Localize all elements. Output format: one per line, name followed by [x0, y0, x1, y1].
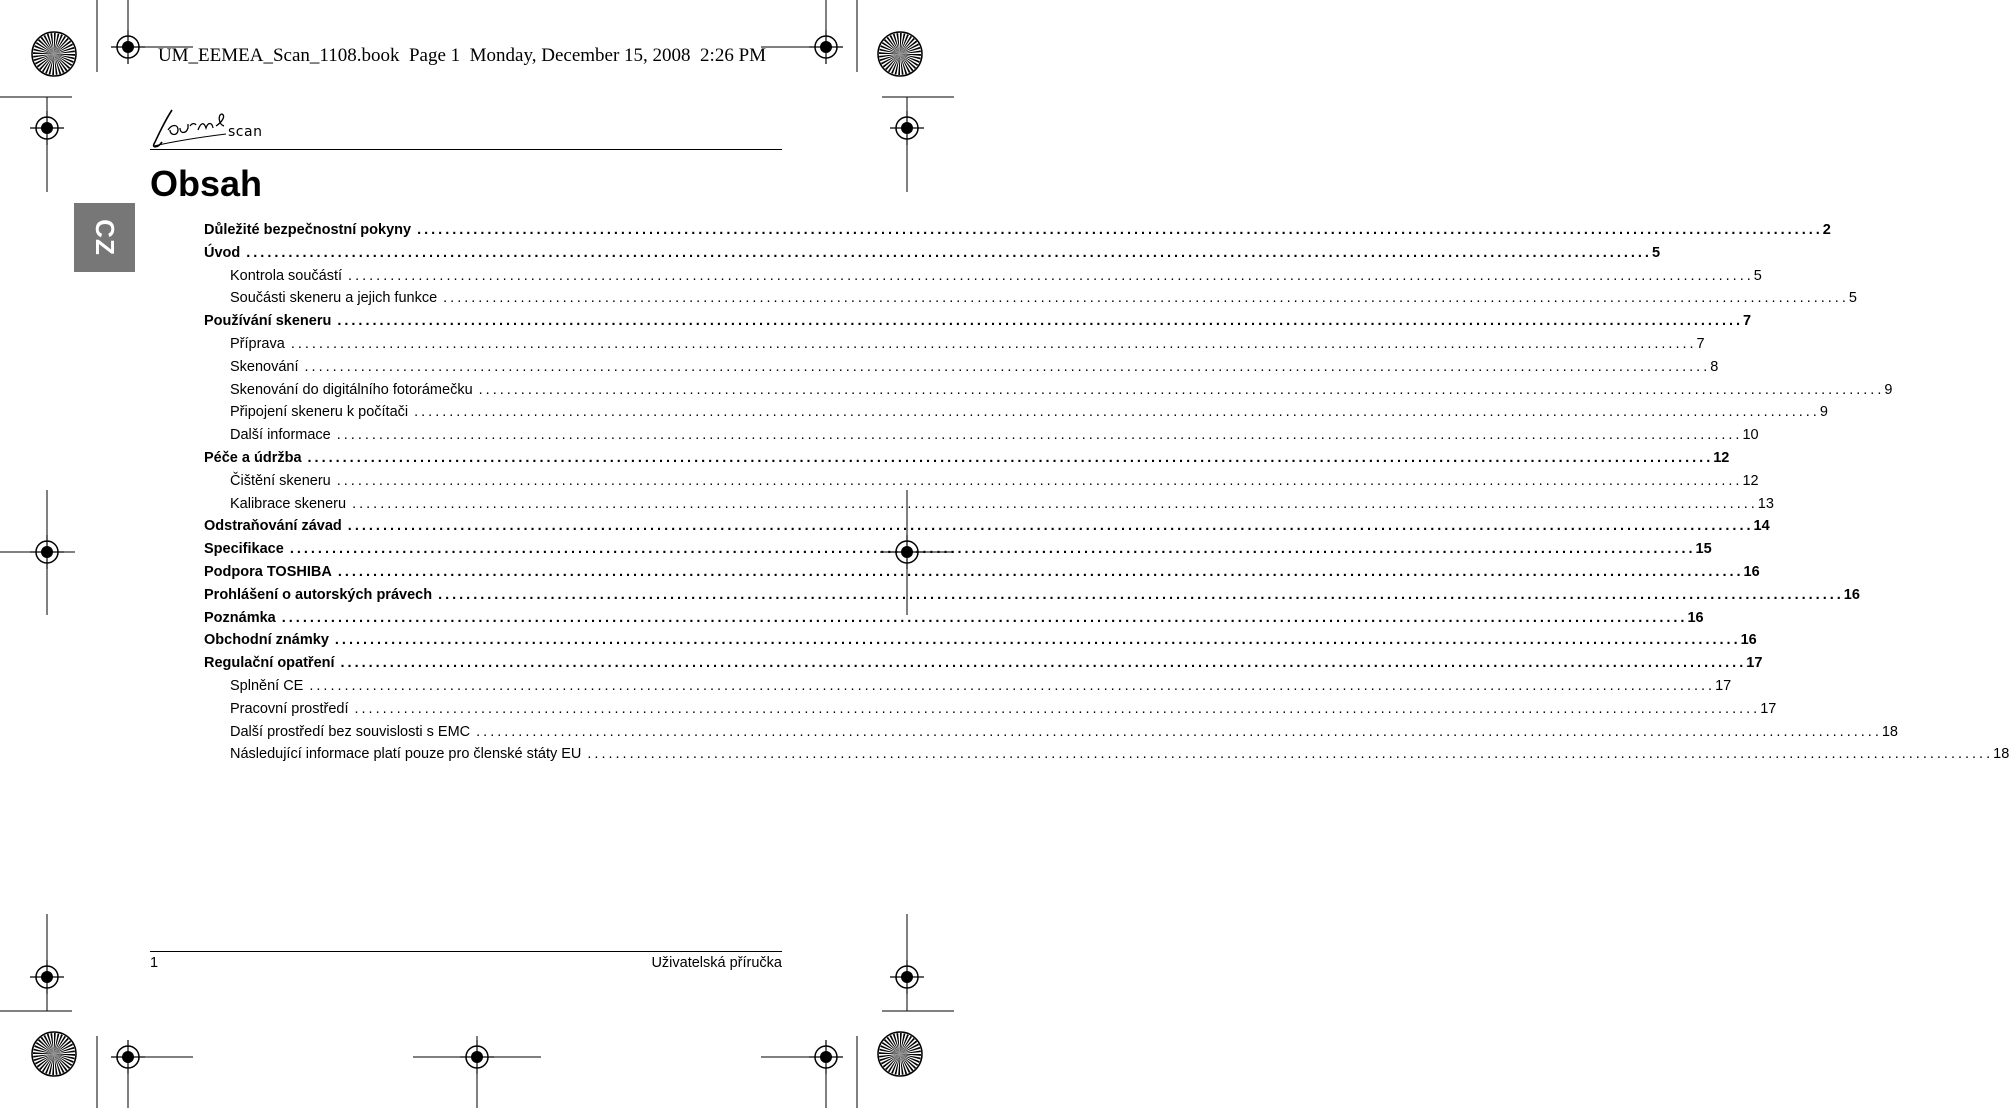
toc-entry[interactable] [204, 470, 1759, 493]
toc-entry-label: Prohlášení o autorských právech [204, 586, 433, 603]
toc-entry-page: 9 [1819, 404, 1828, 421]
toc-leader-dots: ........................................................................................................................................................................................................ [281, 609, 1688, 626]
toc-entry-label: Následující informace platí pouze pro členské státy EU [230, 746, 582, 763]
toc-entry-label: Úvod [204, 244, 241, 261]
table-of-contents [204, 219, 2009, 766]
toc-entry-page: 9 [1884, 381, 1893, 398]
toc-entry-label: Příprava [230, 335, 285, 352]
toc-leader-dots: ........................................................................................................................................................................................................ [438, 586, 1844, 603]
toc-leader-dots: ........................................................................................................................................................................................................ [307, 449, 1714, 466]
toc-entry[interactable] [204, 698, 1777, 721]
toc-entry[interactable] [204, 219, 1831, 242]
toc-entry[interactable] [204, 287, 1857, 310]
toc-leader-dots: ........................................................................................................................................................................................................ [476, 723, 1882, 740]
toc-entry-label: Kontrola součástí [230, 267, 343, 284]
page-title: Obsah [150, 163, 263, 204]
toc-leader-dots: ........................................................................................................................................................................................................ [246, 244, 1652, 261]
toc-entry[interactable] [204, 721, 1898, 744]
toc-entry[interactable] [204, 584, 1860, 607]
toc-entry-label: Regulační opatření [204, 655, 335, 672]
footer-page-number: 1 [150, 955, 159, 971]
toc-entry[interactable] [204, 424, 1759, 447]
toc-leader-dots: ........................................................................................................................................................................................................ [340, 655, 1747, 672]
toc-entry[interactable] [204, 379, 1893, 402]
toc-entry-page: 16 [1843, 586, 1860, 603]
star-target-icon [878, 1032, 922, 1076]
toc-leader-dots: ........................................................................................................................................................................................................ [587, 746, 1994, 763]
language-tab-label: CZ [89, 219, 120, 256]
toc-entry[interactable] [204, 743, 2009, 766]
toc-entry-page: 13 [1757, 495, 1774, 512]
toc-entry-page: 18 [1993, 746, 2009, 763]
star-target-icon [32, 1032, 76, 1076]
toc-entry-page: 17 [1746, 655, 1763, 672]
toc-entry-page: 5 [1753, 267, 1762, 284]
toc-entry-page: 16 [1687, 609, 1704, 626]
toc-entry-label: Připojení skeneru k počítači [230, 404, 409, 421]
language-tab [74, 203, 135, 272]
toc-leader-dots: ........................................................................................................................................................................................................ [336, 472, 1743, 489]
toc-entry-label: Skenování [230, 358, 299, 375]
toc-leader-dots: ........................................................................................................................................................................................................ [417, 222, 1823, 238]
toc-entry-label: Odstraňování závad [204, 518, 342, 535]
toc-entry-label: Skenování do digitálního fotorámečku [230, 381, 473, 398]
toc-entry-page: 18 [1881, 723, 1898, 740]
toc-entry[interactable] [204, 538, 1712, 561]
toc-leader-dots: ........................................................................................................................................................................................................ [348, 267, 1754, 284]
toc-entry[interactable] [204, 401, 1828, 424]
toc-entry[interactable] [204, 652, 1763, 675]
toc-leader-dots: ........................................................................................................................................................................................................ [334, 632, 1741, 649]
toc-entry-page: 12 [1742, 472, 1759, 489]
toc-entry[interactable] [204, 310, 1752, 333]
toc-leader-dots: ........................................................................................................................................................................................................ [336, 427, 1743, 444]
toc-entry-page: 2 [1822, 222, 1831, 238]
toc-leader-dots: ........................................................................................................................................................................................................ [354, 700, 1761, 717]
book-slug-line: UM_EEMEA_Scan_1108.book Page 1 Monday, December 15, 2008 2:26 PM [157, 45, 767, 66]
footer-rule [150, 951, 782, 952]
toc-leader-dots: ........................................................................................................................................................................................................ [289, 541, 1696, 558]
toc-entry[interactable] [204, 607, 1704, 630]
toc-entry-label: Poznámka [204, 609, 276, 626]
toc-entry[interactable] [204, 447, 1730, 470]
toc-leader-dots: ........................................................................................................................................................................................................ [290, 335, 1697, 352]
toc-leader-dots: ........................................................................................................................................................................................................ [304, 358, 1711, 375]
toc-entry[interactable] [204, 493, 1774, 516]
toc-entry-page: 7 [1743, 313, 1752, 330]
toc-entry-label: Kalibrace skeneru [230, 495, 347, 512]
toc-entry[interactable] [204, 265, 1762, 288]
toc-entry-page: 14 [1753, 518, 1770, 535]
toc-entry-label: Čištění skeneru [230, 472, 331, 489]
toc-entry-page: 17 [1715, 677, 1732, 694]
toc-entry[interactable] [204, 242, 1661, 265]
toc-entry-label: Splnění CE [230, 677, 304, 694]
toc-entry-label: Podpora TOSHIBA [204, 563, 332, 580]
toc-entry-label: Specifikace [204, 541, 284, 558]
toc-leader-dots: ........................................................................................................................................................................................................ [309, 677, 1716, 694]
toc-entry-label: Důležité bezpečnostní pokyny [204, 222, 412, 238]
toc-leader-dots: ........................................................................................................................................................................................................ [337, 313, 1744, 330]
toc-entry-page: 5 [1848, 290, 1857, 307]
toc-entry-page: 16 [1740, 632, 1757, 649]
toc-entry[interactable] [204, 515, 1770, 538]
toc-entry[interactable] [204, 356, 1719, 379]
toc-leader-dots: ........................................................................................................................................................................................................ [347, 518, 1754, 535]
toc-entry[interactable] [204, 561, 1760, 584]
journe-scan-logo [150, 104, 280, 150]
toc-entry-page: 12 [1713, 449, 1730, 466]
toc-entry-page: 16 [1743, 563, 1760, 580]
toc-entry-label: Obchodní známky [204, 632, 329, 649]
toc-entry-page: 15 [1695, 541, 1712, 558]
toc-leader-dots: ........................................................................................................................................................................................................ [478, 381, 1885, 398]
toc-entry-label: Další informace [230, 427, 331, 444]
toc-entry[interactable] [204, 333, 1705, 356]
toc-entry-page: 8 [1710, 358, 1719, 375]
toc-entry-page: 5 [1651, 244, 1661, 261]
toc-entry[interactable] [204, 629, 1757, 652]
toc-leader-dots: ........................................................................................................................................................................................................ [414, 404, 1820, 421]
toc-entry-page: 7 [1696, 335, 1705, 352]
toc-entry-label: Další prostředí bez souvislosti s EMC [230, 723, 471, 740]
toc-entry-label: Pracovní prostředí [230, 700, 349, 717]
header-rule [150, 149, 782, 150]
toc-entry-page: 17 [1760, 700, 1777, 717]
toc-entry-label: Používání skeneru [204, 313, 332, 330]
logo-scan-text: scan [228, 124, 263, 140]
toc-entry-page: 10 [1742, 427, 1759, 444]
toc-leader-dots: ........................................................................................................................................................................................................ [352, 495, 1758, 512]
footer-doc-title: Uživatelská příručka [651, 955, 782, 971]
toc-leader-dots: ........................................................................................................................................................................................................ [337, 563, 1744, 580]
toc-entry-label: Péče a údržba [204, 449, 302, 466]
toc-leader-dots: ........................................................................................................................................................................................................ [443, 290, 1849, 307]
toc-entry-label: Součásti skeneru a jejich funkce [230, 290, 438, 307]
toc-entry[interactable] [204, 675, 1732, 698]
